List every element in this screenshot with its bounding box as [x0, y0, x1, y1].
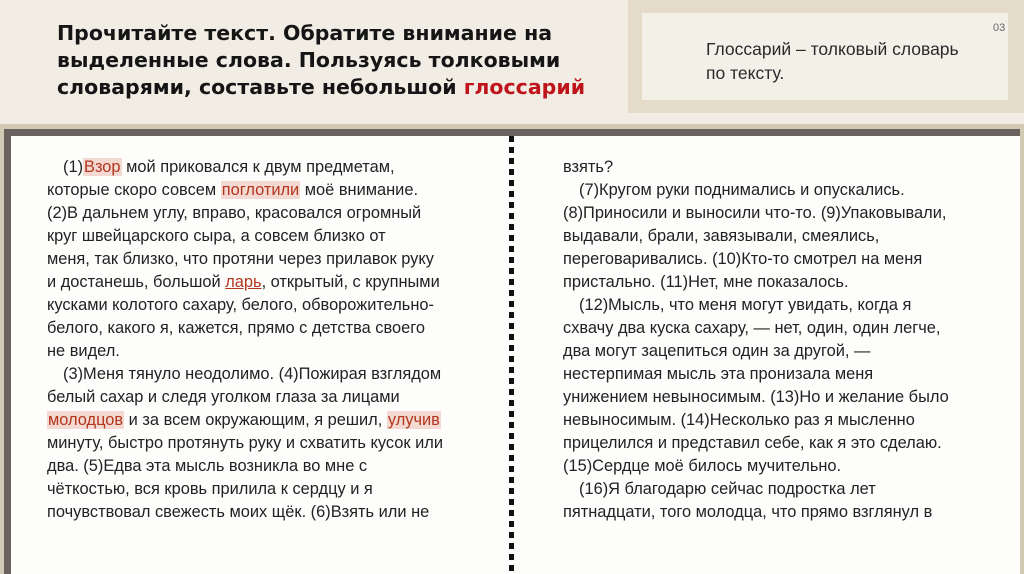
- text-line: невыносимым. (14)Несколько раз я мысленно: [563, 411, 915, 429]
- text-line: которые скоро совсем поглотили моё внимание.: [47, 181, 419, 199]
- text-line: не видел.: [47, 342, 120, 360]
- text-line: (3)Меня тянуло неодолимо. (4)Пожирая взглядом: [63, 365, 442, 383]
- text-line: (2)В дальнем углу, вправо, красовался огромный: [47, 204, 422, 222]
- text-line: (1)Взор мой приковался к двум предметам,: [63, 158, 395, 176]
- text-line: меня, так близко, что протяни через прилавок руку: [47, 250, 434, 268]
- instruction-text: Прочитайте текст. Обратите внимание на выделенные слова. Пользуясь толковыми словарями, составьте небольшой: [57, 21, 561, 99]
- text-line: (8)Приносили и выносили что-то. (9)Упаковывали,: [563, 204, 947, 222]
- text-line: белый сахар и следя уголком глаза за лицами: [47, 388, 400, 406]
- glossary-note: Глоссарий – толковый словарь по тексту.: [706, 39, 959, 83]
- text-line: кусками колотого сахару, белого, обворожительно-: [47, 296, 434, 314]
- text-line: молодцов и за всем окружающим, я решил, улучив: [48, 411, 440, 429]
- text-line: белого, какого я, кажется, прямо с детства своего: [47, 319, 425, 337]
- text-line: почувствовал свежесть моих щёк. (6)Взять или не: [47, 503, 430, 521]
- text-line: схвачу два куска сахару, — нет, один, один легче,: [563, 319, 941, 337]
- column-divider: [509, 136, 514, 574]
- text-line: два могут зацепиться один за другой, —: [563, 342, 871, 360]
- text-line: пятнадцати, того молодца, что прямо взглянул в: [563, 503, 933, 521]
- text-line: (7)Кругом руки поднимались и опускались.: [579, 181, 905, 199]
- text-column-left: [47, 156, 479, 524]
- text-line: взять?: [563, 158, 614, 176]
- text-line: (12)Мысль, что меня могут увидать, когда я: [579, 296, 912, 314]
- keyword-molodtsov[interactable]: молодцов: [48, 411, 124, 429]
- text-line: унижением невыносимым. (13)Но и желание было: [563, 388, 949, 406]
- text-line: нестерпимая мысль эта пронизала меня: [563, 365, 874, 383]
- keyword-uluchiv[interactable]: улучив: [387, 411, 440, 429]
- keyword-vzor[interactable]: Взор: [84, 158, 121, 176]
- keyword-poglotili[interactable]: поглотили: [221, 181, 300, 199]
- text-line: и достанешь, большой ларь, открытый, с крупными: [47, 273, 440, 291]
- text-column-right: [563, 156, 1003, 524]
- text-line: переговаривались. (10)Кто-то смотрел на меня: [563, 250, 923, 268]
- text-line: чёткостью, вся кровь прилила к сердцу и я: [47, 480, 373, 498]
- text-line: (16)Я благодарю сейчас подростка лет: [579, 480, 876, 498]
- task-instruction: [57, 20, 617, 101]
- text-line: два. (5)Едва эта мысль возникла во мне с: [47, 457, 368, 475]
- text-line: выдавали, брали, завязывали, смеялись,: [563, 227, 880, 245]
- text-line: (15)Сердце моё билось мучительно.: [563, 457, 842, 475]
- text-line: прицелился и представил себе, как я это сделаю.: [563, 434, 942, 452]
- instruction-highlight: глоссарий: [463, 75, 586, 99]
- page-number: 03: [993, 22, 1006, 34]
- keyword-lar[interactable]: ларь: [225, 273, 262, 291]
- text-line: круг швейцарского сыра, а совсем близко от: [47, 227, 386, 245]
- text-line: пристально. (11)Нет, мне показалось.: [563, 273, 849, 291]
- text-line: минуту, быстро протянуть руку и схватить кусок или: [47, 434, 443, 452]
